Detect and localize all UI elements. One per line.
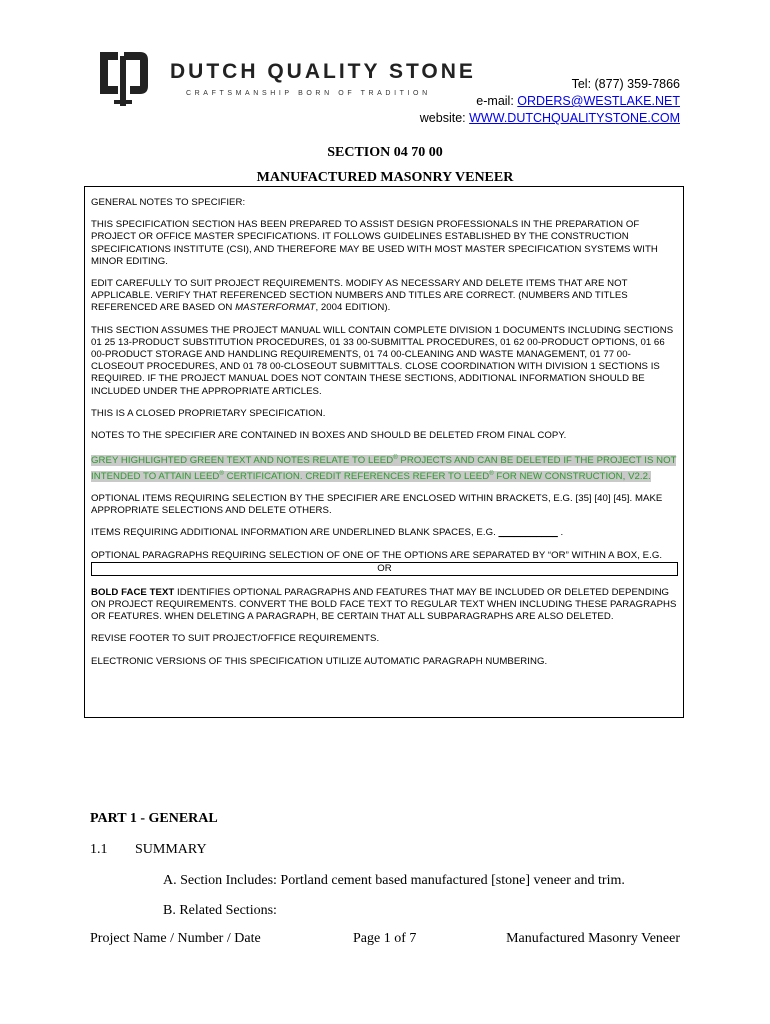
notes-text: IDENTIFIES OPTIONAL PARAGRAPHS AND FEATURES THAT MAY BE INCLUDED OR DELETED DEPENDING ON PROJECT REQUIREMENTS. CONVERT THE BOLD FACE TEXT TO REGULAR TEXT WHEN INCLUDING THESE PARAGRAPHS OR FEATURES. WHEN DELETING A PARAGRAPH, BE CERTAIN THAT ALL SUBPARAGRAPHS ARE ALSO DELETED. xyxy=(91,586,677,623)
notes-paragraph xyxy=(91,278,678,315)
logo-tagline: CRAFTSMANSHIP BORN OF TRADITION xyxy=(186,90,431,97)
notes-paragraph: OPTIONAL ITEMS REQUIRING SELECTION BY THE SPECIFIER ARE ENCLOSED WITHIN BRACKETS, E.G. [35] [40] [45]. MAKE APPROPRIATE SELECTIONS AND DELETE OTHERS. xyxy=(91,493,663,517)
footer-project-info: Project Name / Number / Date xyxy=(90,931,261,946)
blank-space: ___________ xyxy=(498,527,558,539)
notes-paragraph: NOTES TO THE SPECIFIER ARE CONTAINED IN BOXES AND SHOULD BE DELETED FROM FINAL COPY. xyxy=(91,430,567,442)
notes-text: EDIT CAREFULLY TO SUIT PROJECT REQUIREMENTS. MODIFY AS NECESSARY AND DELETE ITEMS THAT ARE NOT APPLICABLE. VERIFY THAT REFERENCED SECTION NUMBERS AND TITLES ARE CORRECT. (NUMBERS AND TITLES REFERENCED ARE BASED ON xyxy=(91,278,628,314)
or-separator-box: OR xyxy=(91,562,678,576)
article-title: SUMMARY xyxy=(135,842,207,857)
logo-mark-icon xyxy=(94,46,154,108)
website-link[interactable]: WWW.DUTCHQUALITYSTONE.COM xyxy=(469,111,680,125)
notes-paragraph xyxy=(91,527,678,539)
notes-paragraph: THIS SECTION ASSUMES THE PROJECT MANUAL WILL CONTAIN COMPLETE DIVISION 1 DOCUMENTS INCLUDING SECTIONS 01 25 13-PRODUCT SUBSTITUTION PROCEDURES, 01 33 00-SUBMITTAL PROCEDURES, 01 62 00-PRODUCT OPTIONS, 01 66 00-PRODUCT STORAGE AND HANDLING REQUIREMENTS, 01 74 00-CLEANING AND WASTE MANAGEMENT, 01 77 00-CLOSEOUT PROCEDURES, AND 01 78 00-CLOSEOUT SUBMITTALS. CLOSE COORDINATION WITH DIVISION 1 SECTIONS IS REQUIRED. IF THE PROJECT MANUAL DOES NOT CONTAIN THESE SECTIONS, ADDITIONAL INFORMATION SHOULD BE INCLUDED UNDER THE APPROPRIATE ARTICLES. xyxy=(91,324,674,397)
leed-highlight xyxy=(91,455,676,481)
leed-text: FOR NEW CONSTRUCTION, V2.2. xyxy=(493,470,651,482)
notes-paragraph: ELECTRONIC VERSIONS OF THIS SPECIFICATION UTILIZE AUTOMATIC PARAGRAPH NUMBERING. xyxy=(91,655,548,667)
footer-page-number: Page 1 of 7 xyxy=(353,931,417,946)
leed-text: PROJECTS AND CAN BE DELETED IF THE PROJECT IS NOT INTENDED TO ATTAIN LEED xyxy=(91,455,677,482)
leed-text: CERTIFICATION. CREDIT REFERENCES REFER TO LEED xyxy=(223,470,490,482)
part-heading: PART 1 - GENERAL xyxy=(90,811,218,826)
registered-mark: ® xyxy=(489,470,494,477)
leed-note xyxy=(91,452,678,483)
specifier-notes-box xyxy=(84,186,684,718)
notes-text: ITEMS REQUIRING ADDITIONAL INFORMATION ARE UNDERLINED BLANK SPACES, E.G. xyxy=(91,527,499,539)
logo-wordmark: DUTCH QUALITY STONE xyxy=(170,60,476,83)
contact-block xyxy=(420,76,680,127)
registered-mark: ® xyxy=(393,455,398,462)
section-number: SECTION 04 70 00 xyxy=(327,145,443,160)
registered-mark: ® xyxy=(219,470,224,477)
notes-text: , 2004 EDITION). xyxy=(315,302,391,314)
bold-face-example: BOLD FACE TEXT xyxy=(91,586,175,598)
notes-paragraph: REVISE FOOTER TO SUIT PROJECT/OFFICE REQUIREMENTS. xyxy=(91,633,380,645)
notes-paragraph: THIS SPECIFICATION SECTION HAS BEEN PREPARED TO ASSIST DESIGN PROFESSIONALS IN THE PREPARATION OF PROJECT OR OFFICE MASTER SPECIFICATIONS. IT FOLLOWS GUIDELINES ESTABLISHED BY THE CONSTRUCTION SPECIFICATIONS INSTITUTE (CSI), AND THEREFORE MAY BE USED WITH MOST MASTER SPECIFICATION SYSTEMS WITH MINOR EDITING. xyxy=(91,219,658,267)
notes-heading: GENERAL NOTES TO SPECIFIER: xyxy=(91,197,246,208)
email-link[interactable]: ORDERS@WESTLAKE.NET xyxy=(517,94,680,108)
notes-text: . xyxy=(557,527,564,539)
phone-number: Tel: (877) 359-7866 xyxy=(571,77,680,91)
email-line xyxy=(420,93,680,110)
masterformat-italic: MASTERFORMAT xyxy=(235,302,316,314)
notes-paragraph: OPTIONAL PARAGRAPHS REQUIRING SELECTION OF ONE OF THE OPTIONS ARE SEPARATED BY “OR” WITHIN A BOX, E.G. xyxy=(91,549,663,561)
notes-paragraph xyxy=(91,587,678,624)
notes-paragraph: THIS IS A CLOSED PROPRIETARY SPECIFICATION. xyxy=(91,407,326,419)
paragraph-section-includes: A. Section Includes: Portland cement based manufactured [stone] veneer and trim. xyxy=(163,873,625,888)
footer-section-name: Manufactured Masonry Veneer xyxy=(506,931,680,946)
website-prefix: website: xyxy=(419,111,470,125)
paragraph-related-sections: B. Related Sections: xyxy=(163,903,277,918)
website-line xyxy=(420,110,680,127)
leed-text: GREY HIGHLIGHTED GREEN TEXT AND NOTES RELATE TO LEED xyxy=(91,455,394,467)
article-number: 1.1 xyxy=(90,842,108,857)
email-prefix: e-mail: xyxy=(476,94,518,108)
company-logo xyxy=(94,46,476,108)
section-title: MANUFACTURED MASONRY VENEER xyxy=(256,170,514,185)
